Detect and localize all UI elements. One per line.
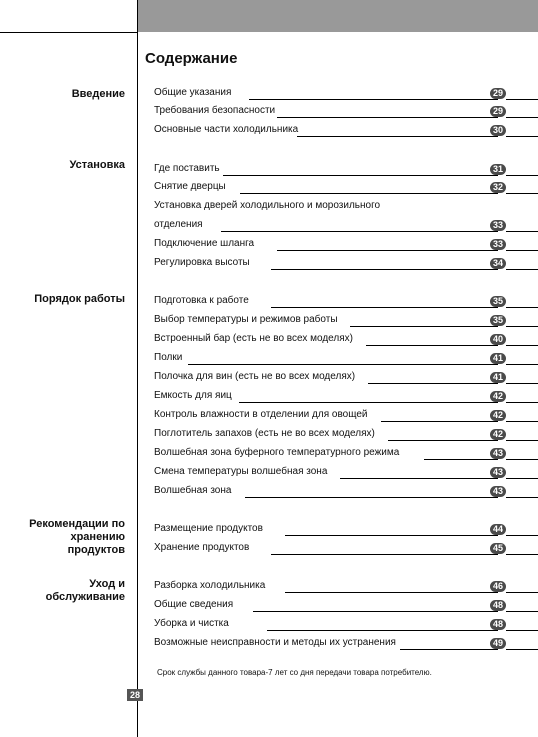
toc-leader-tail: [526, 478, 538, 479]
toc-leader-tail: [526, 117, 538, 118]
section-install: Установка: [69, 159, 125, 171]
toc-page-badge: 42: [490, 410, 506, 421]
toc-leader-line: [271, 307, 498, 308]
toc-leader-tail: [526, 175, 538, 176]
toc-leader-line: [239, 402, 498, 403]
toc-page-badge: 40: [490, 334, 506, 345]
toc-entry-label: Основные части холодильника: [154, 124, 299, 135]
toc-leader-end: [506, 136, 526, 137]
toc-page-badge: 41: [490, 353, 506, 364]
toc-entry-label: Разборка холодильника: [154, 580, 266, 591]
toc-leader-line: [253, 611, 498, 612]
toc-entry: [154, 465, 538, 479]
toc-entry: [154, 408, 538, 422]
toc-entry: [154, 427, 538, 441]
toc-leader-tail: [526, 136, 538, 137]
toc-leader-tail: [526, 554, 538, 555]
toc-page-badge: 43: [490, 486, 506, 497]
toc-entry-label: Общие указания: [154, 87, 232, 98]
toc-entry: [154, 180, 538, 194]
toc-leader-tail: [526, 326, 538, 327]
toc-entry: [154, 598, 538, 612]
toc-entry-label: Уборка и чистка: [154, 618, 229, 629]
toc-leader-line: [188, 364, 498, 365]
toc-leader-tail: [526, 459, 538, 460]
toc-entry: [154, 104, 538, 118]
toc-entry-label: Контроль влажности в отделении для овощей: [154, 409, 368, 420]
toc-leader-line: [271, 554, 498, 555]
toc-entry: [154, 123, 538, 137]
toc-entry-label: Подготовка к работе: [154, 295, 249, 306]
toc-leader-tail: [526, 250, 538, 251]
toc-leader-end: [506, 402, 526, 403]
toc-leader-tail: [526, 649, 538, 650]
toc-page-badge: 45: [490, 543, 506, 554]
toc-leader-tail: [526, 345, 538, 346]
toc-page-badge: 42: [490, 429, 506, 440]
toc-leader-end: [506, 421, 526, 422]
toc-entry-label: Выбор температуры и режимов работы: [154, 314, 338, 325]
toc-leader-line: [297, 136, 498, 137]
toc-leader-line: [368, 383, 498, 384]
toc-leader-end: [506, 250, 526, 251]
page-divider-line: [137, 0, 138, 737]
toc-entry: [154, 446, 538, 460]
toc-leader-line: [350, 326, 498, 327]
toc-leader-end: [506, 535, 526, 536]
toc-entry: [154, 294, 538, 308]
toc-entry: [154, 541, 538, 555]
toc-entry-label: Где поставить: [154, 163, 220, 174]
toc-leader-tail: [526, 611, 538, 612]
toc-leader-end: [506, 345, 526, 346]
toc-leader-end: [506, 478, 526, 479]
toc-entry-label: Волшебная зона: [154, 485, 232, 496]
toc-leader-tail: [526, 193, 538, 194]
toc-leader-end: [506, 630, 526, 631]
toc-leader-tail: [526, 307, 538, 308]
toc-leader-end: [506, 269, 526, 270]
page-title: Содержание: [145, 50, 238, 67]
toc-leader-line: [381, 421, 498, 422]
header-rule: [0, 32, 137, 33]
toc-entry-label: Полки: [154, 352, 183, 363]
toc-entry-label: Волшебная зона буферного температурного режима: [154, 447, 400, 458]
toc-leader-tail: [526, 364, 538, 365]
toc-entry: [154, 522, 538, 536]
section-storage: Рекомендации по хранению продуктов: [29, 518, 125, 556]
toc-page-badge: 33: [490, 239, 506, 250]
toc-entry-label: Встроенный бар (есть не во всех моделях): [154, 333, 353, 344]
toc-entry-label: Поглотитель запахов (есть не во всех моделях): [154, 428, 375, 439]
toc-leader-line: [267, 630, 498, 631]
toc-page-badge: 43: [490, 448, 506, 459]
toc-entry: [154, 237, 538, 251]
toc-leader-tail: [526, 535, 538, 536]
toc-entry-label: Емкость для яиц: [154, 390, 232, 401]
toc-leader-end: [506, 611, 526, 612]
toc-leader-line: [249, 99, 498, 100]
toc-page-badge: 29: [490, 88, 506, 99]
toc-page-badge: 42: [490, 391, 506, 402]
toc-entry: [154, 579, 538, 593]
toc-entry: [154, 351, 538, 365]
toc-leader-line: [366, 345, 498, 346]
toc-leader-tail: [526, 231, 538, 232]
toc-entry-label: Возможные неисправности и методы их устранения: [154, 637, 396, 648]
toc-page-badge: 41: [490, 372, 506, 383]
page-number: 28: [127, 689, 143, 701]
toc-entry-label: Полочка для вин (есть не во всех моделях): [154, 371, 356, 382]
toc-page-badge: 48: [490, 600, 506, 611]
toc-entry-label: Требования безопасности: [154, 105, 276, 116]
toc-leader-end: [506, 193, 526, 194]
toc-entry: [154, 370, 538, 384]
toc-page-badge: 34: [490, 258, 506, 269]
toc-page-badge: 29: [490, 106, 506, 117]
toc-leader-line: [400, 649, 498, 650]
toc-entry: [154, 484, 538, 498]
toc-leader-tail: [526, 99, 538, 100]
toc-entry: [154, 389, 538, 403]
toc-entry-label: Общие сведения: [154, 599, 234, 610]
toc-entry-label: Установка дверей холодильного и морозильного: [154, 200, 381, 211]
toc-entry-label: Подключение шланга: [154, 238, 255, 249]
toc-page-badge: 31: [490, 164, 506, 175]
toc-leader-tail: [526, 497, 538, 498]
toc-leader-line: [240, 193, 498, 194]
toc-leader-end: [506, 459, 526, 460]
toc-leader-end: [506, 383, 526, 384]
toc-leader-line: [221, 231, 498, 232]
toc-page-badge: 30: [490, 125, 506, 136]
section-intro: Введение: [71, 88, 125, 100]
section-operation: Порядок работы: [34, 293, 125, 305]
toc-leader-end: [506, 440, 526, 441]
toc-leader-tail: [526, 440, 538, 441]
toc-entry-label: Размещение продуктов: [154, 523, 263, 534]
toc-leader-end: [506, 117, 526, 118]
toc-page-badge: 43: [490, 467, 506, 478]
toc-leader-end: [506, 307, 526, 308]
toc-leader-tail: [526, 630, 538, 631]
toc-leader-line: [285, 592, 498, 593]
toc-leader-tail: [526, 383, 538, 384]
toc-entry: [154, 332, 538, 346]
toc-leader-end: [506, 175, 526, 176]
toc-leader-tail: [526, 402, 538, 403]
toc-leader-end: [506, 592, 526, 593]
toc-page-badge: 49: [490, 638, 506, 649]
toc-leader-line: [285, 535, 498, 536]
toc-leader-line: [223, 175, 498, 176]
toc-leader-line: [424, 459, 498, 460]
toc-page-badge: 35: [490, 315, 506, 326]
toc-entry: [154, 313, 538, 327]
toc-entry-label: Снятие дверцы: [154, 181, 226, 192]
toc-leader-line: [277, 117, 498, 118]
toc-page-badge: 48: [490, 619, 506, 630]
toc-leader-line: [388, 440, 498, 441]
toc-leader-end: [506, 99, 526, 100]
toc-entry: [154, 256, 538, 270]
section-care: Уход и обслуживание: [45, 578, 125, 603]
toc-page-badge: 33: [490, 220, 506, 231]
toc-entry-label: Регулировка высоты: [154, 257, 250, 268]
toc-page-badge: 35: [490, 296, 506, 307]
toc-entry-label: Хранение продуктов: [154, 542, 250, 553]
toc-leader-end: [506, 364, 526, 365]
toc-page-badge: 46: [490, 581, 506, 592]
toc-leader-line: [271, 269, 498, 270]
toc-leader-line: [277, 250, 498, 251]
header-bar: [137, 0, 538, 32]
service-life-note: Срок службы данного товара-7 лет со дня передачи товара потребителю.: [157, 668, 432, 677]
toc-entry-label: Смена температуры волшебная зона: [154, 466, 328, 477]
toc-entry: [154, 617, 538, 631]
toc-entry: [154, 218, 538, 232]
toc-leader-tail: [526, 592, 538, 593]
toc-entry: [154, 162, 538, 176]
toc-leader-line: [340, 478, 498, 479]
toc-entry: [154, 636, 538, 650]
toc-leader-end: [506, 231, 526, 232]
toc-entry-label: отделения: [154, 219, 203, 230]
toc-leader-end: [506, 326, 526, 327]
toc-leader-tail: [526, 269, 538, 270]
toc-leader-line: [245, 497, 498, 498]
toc-entry: [154, 86, 538, 100]
toc-page-badge: 32: [490, 182, 506, 193]
toc-leader-end: [506, 497, 526, 498]
toc-entry: [154, 199, 538, 213]
toc-leader-end: [506, 554, 526, 555]
toc-page-badge: 44: [490, 524, 506, 535]
toc-leader-end: [506, 649, 526, 650]
toc-leader-tail: [526, 421, 538, 422]
